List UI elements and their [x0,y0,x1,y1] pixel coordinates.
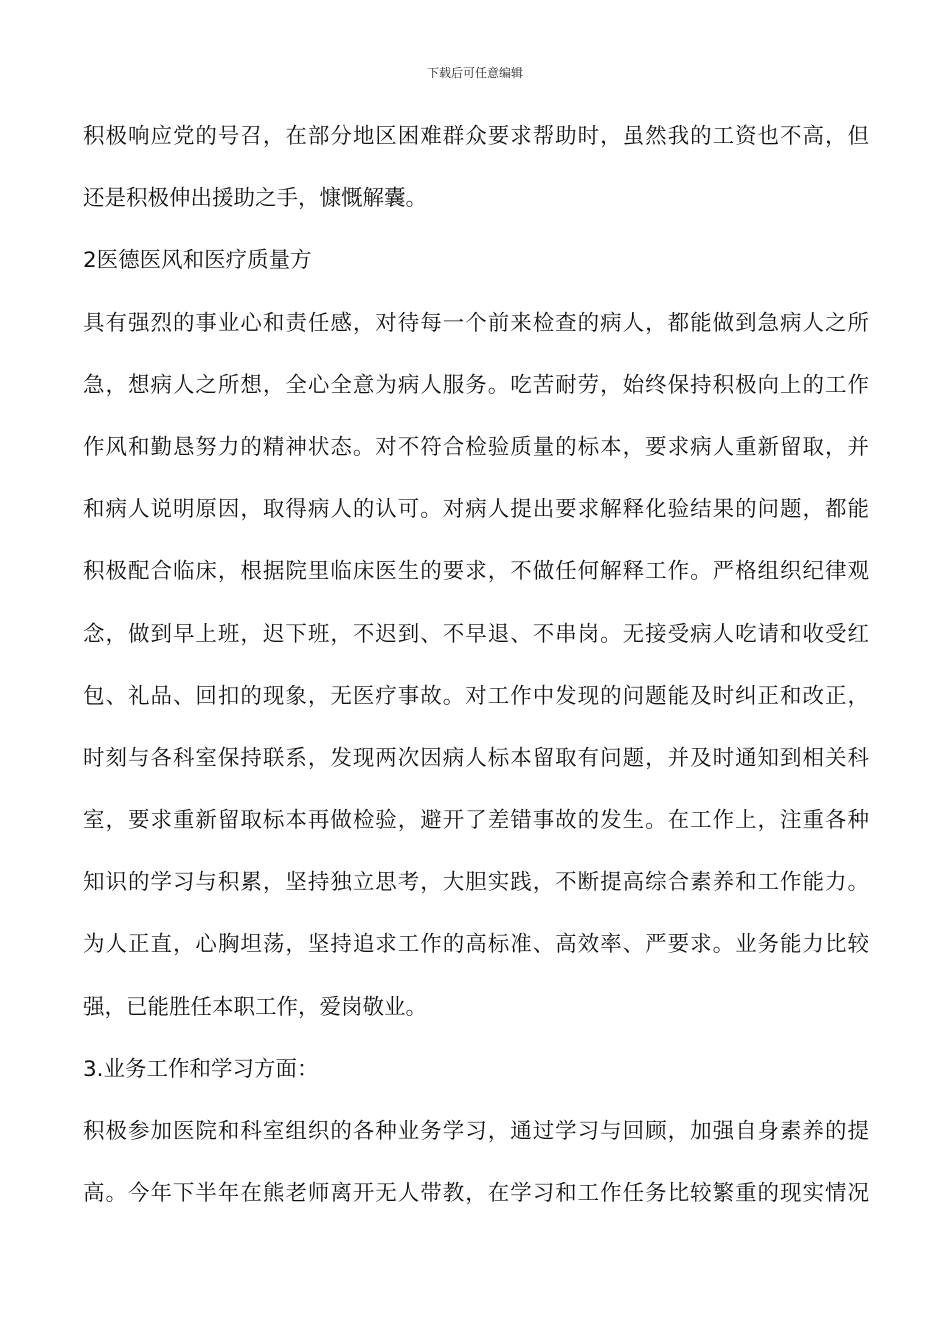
body-line: 时刻与各科室保持联系，发现两次因病人标本留取有问题，并及时通知到相关科 [83,745,869,771]
body-line: 积极参加医院和科室组织的各种业务学习，通过学习与回顾，加强自身素养的提 [83,1119,869,1144]
body-line: 室，要求重新留取标本再做检验，避开了差错事故的发生。在工作上，注重各种 [83,808,869,834]
section-heading: 3.业务工作和学习方面： [83,1056,319,1082]
body-line: 急，想病人之所想，全心全意为病人服务。吃苦耐劳，始终保持积极向上的工作 [83,372,869,398]
section-heading: 2医德医风和医疗质量方 [83,248,312,274]
body-line: 积极响应党的号召，在部分地区困难群众要求帮助时，虽然我的工资也不高，但 [83,124,869,149]
body-line: 具有强烈的事业心和责任感，对待每一个前来检查的病人，都能做到急病人之所 [83,310,869,336]
page-header-note: 下载后可任意编辑 [426,66,523,80]
body-line: 包、礼品、回扣的现象，无医疗事故。对工作中发现的问题能及时纠正和改正， [83,683,869,709]
body-line: 知识的学习与积累，坚持独立思考，大胆实践，不断提高综合素养和工作能力。 [83,870,869,896]
body-line: 积极配合临床，根据院里临床医生的要求，不做任何解释工作。严格组织纪律观 [83,559,869,585]
body-line: 作风和勤恳努力的精神状态。对不符合检验质量的标本，要求病人重新留取，并 [83,434,869,460]
body-line: 强，已能胜任本职工作，爱岗敬业。 [83,994,428,1020]
body-line: 念，做到早上班，迟下班，不迟到、不早退、不串岗。无接受病人吃请和收受红 [83,621,869,647]
body-line: 还是积极伸出援助之手，慷慨解囊。 [83,186,428,212]
body-line: 高。今年下半年在熊老师离开无人带教，在学习和工作任务比较繁重的现实情况 [83,1181,869,1207]
body-line: 为人正直，心胸坦荡，坚持追求工作的高标准、高效率、严要求。业务能力比较 [83,932,869,958]
body-line: 和病人说明原因，取得病人的认可。对病人提出要求解释化验结果的问题，都能 [83,497,869,523]
document-body [83,106,869,1225]
